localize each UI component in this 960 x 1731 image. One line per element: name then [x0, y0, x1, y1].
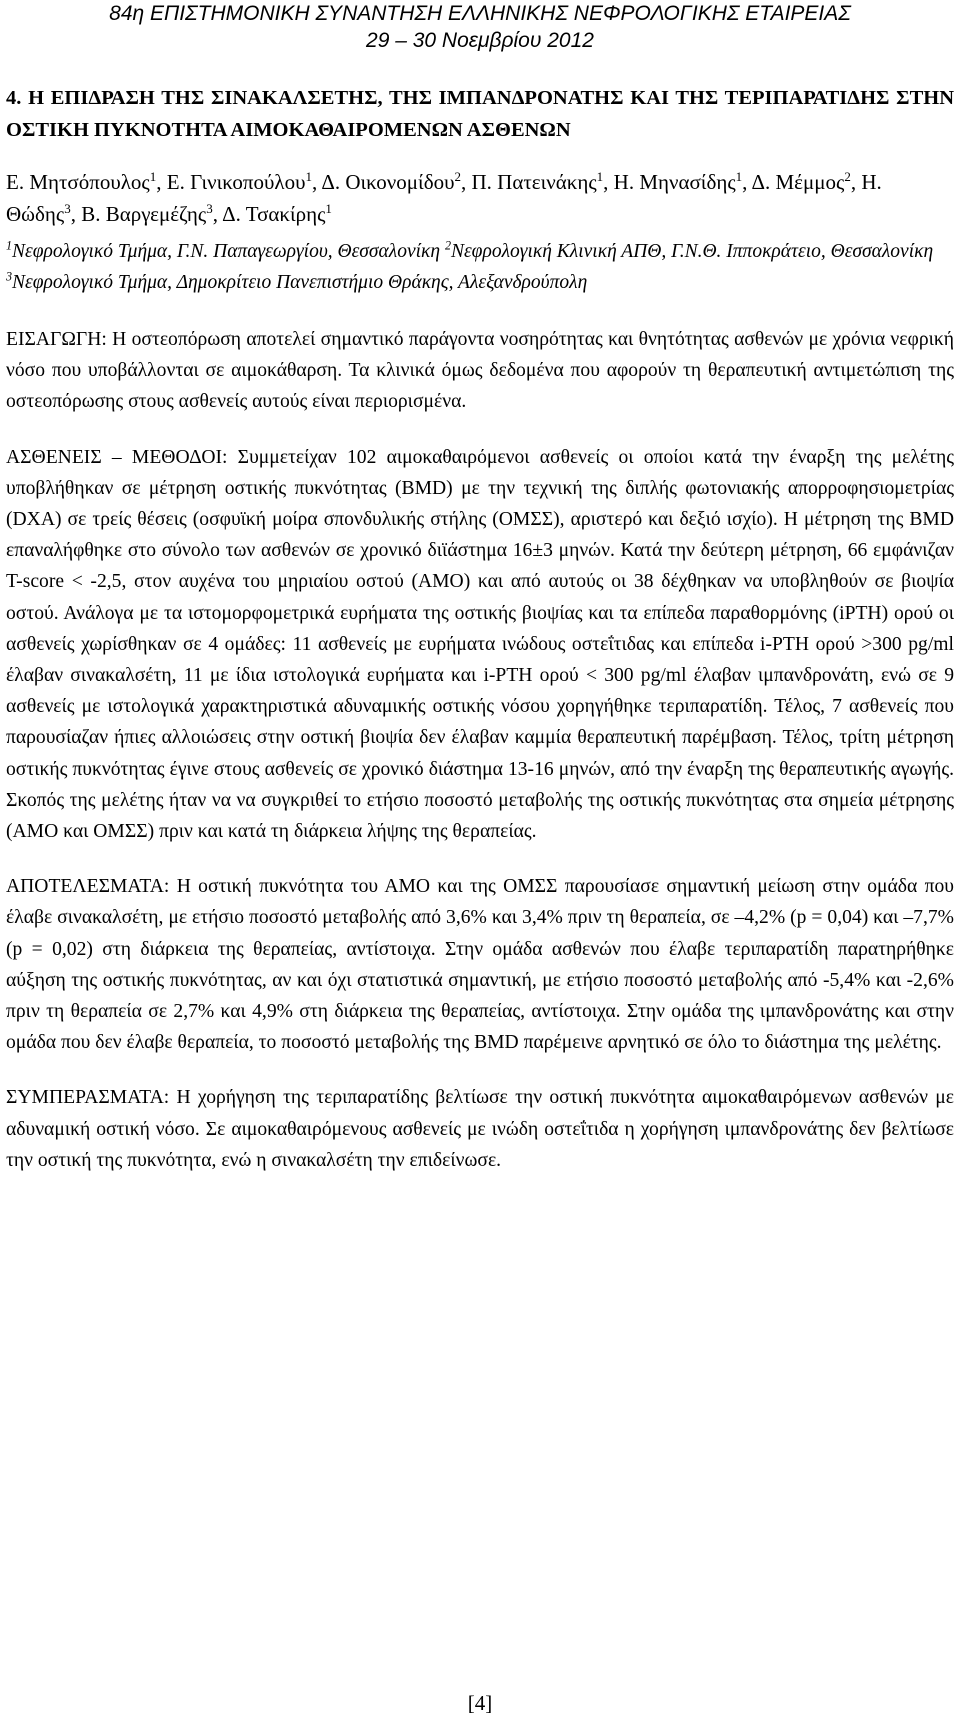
section-text: Η οστική πυκνότητα του ΑΜΟ και της ΟΜΣΣ παρουσίασε σημαντική μείωση στην ομάδα που έλαβε σινακαλσέτη, με ετήσιο ποσοστό μεταβολής από 3,6% και 3,4% πριν τη θεραπεία, σε –4,2% (p = 0,04) και –7,7% (p = 0,02) στη διάρκεια της θεραπείας, αντίστοιχα. Στην ομάδα ασθενών που έλαβε τεριπαρατίδη παρατηρήθηκε αύξηση της οστικής πυκνότητας, αν και όχι στατιστικά σημαντική, με ετήσιο ποσοστό μεταβολής από -5,4% και -2,6% πριν τη θεραπεία σε 2,7% και 4,9% στη διάρκεια της θεραπείας, αντίστοιχα. Στην ομάδα της ιμπανδρονάτης και στην ομάδα που δεν έλαβε θεραπεία, το ποσοστό μεταβολής της BMD παρέμεινε αρνητικό σε όλο το διάστημα της μελέτης.: [6, 876, 954, 1054]
section-label: ΕΙΣΑΓΩΓΗ:: [6, 329, 107, 350]
author: Η. Μηνασίδης$^1$: [613, 169, 743, 194]
section-text: Η οστεοπόρωση αποτελεί σημαντικό παράγοντα νοσηρότητας και θνητότητας ασθενών με χρόνια νεφρική νόσο που υποβάλλονται σε αιμοκάθαρση. Τα κλινικά όμως δεδομένα που αφορούν τη θεραπευτική αντιμετώπιση της οστεοπόρωσης στους ασθενείς αυτούς είναι περιορισμένα.: [6, 329, 954, 413]
section-results: [6, 871, 954, 1058]
affiliation: Νεφρολογικό Τμήμα, Γ.Ν. Παπαγεωργίου, Θεσσαλονίκη: [12, 241, 445, 262]
author: Ε. Μητσόπουλος$^1$: [6, 169, 157, 194]
author: Δ. Τσακίρης$^1$: [222, 201, 332, 226]
section-conclusions: [6, 1082, 954, 1176]
section-methods: [6, 442, 954, 848]
section-text: Συμμετείχαν 102 αιμοκαθαιρόμενοι ασθενείς οι οποίοι κατά την έναρξη της μελέτης υποβλήθηκαν σε μέτρηση οστικής πυκνότητας (BMD) με την τεχνική της διπλής φωτονιακής απορροφησιομετρίας (DXA) σε τρείς θέσεις (οσφυϊκή μοίρα σπονδυλικής στήλης (ΟΜΣΣ), αριστερό και δεξιό ισχίο). Η μέτρηση της BMD επαναλήφθηκε στο σύνολο των ασθενών σε χρονικό διϊάστημα 16±3 μηνών. Κατά την δεύτερη μέτρηση, 66 εμφάνιζαν T-score < -2,5, στον αυχένα του μηριαίου οστού (ΑΜΟ) και από αυτούς οι 38 δέχθηκαν να υποβληθούν σε βιοψία οστού. Ανάλογα με τα ιστομορφομετρικά ευρήματα της οστικής βιοψίας και τα επίπεδα παραθορμόνης (iPTH) ορού οι ασθενείς χωρίσθηκαν σε 4 ομάδες: 11 ασθενείς με ευρήματα ινώδους οστεΐτιδας και επίπεδα i-PTH ορού >300 pg/ml έλαβαν σινακαλσέτη, 11 με ίδια ιστολογικά ευρήματα και i-PTH ορού < 300 pg/ml έλαβαν ιμπανδρονάτη, ενώ σε 9 ασθενείς με ιστολογικά χαρακτηριστικά αδυναμικής οστικής νόσου χορηγήθηκε τεριπαρατίδη. Τέλος, 7 ασθενείς που παρουσίαζαν ήπιες αλλοιώσεις στην οστική βιοψία δεν έλαβαν καμμία θεραπευτική παρέμβαση. Τέλος, τρίτη μέτρηση οστικής πυκνότητας έγινε στους ασθενείς σε χρονικό διάστημα 13-16 μηνών, από την έναρξη της θεραπευτικής αγωγής. Σκοπός της μελέτης ήταν να να συγκριθεί το ετήσιο ποσοστό μεταβολής της οστικής πυκνότητας στα σημεία μέτρησης (ΑΜΟ και ΟΜΣΣ) πριν και κατά τη διάρκεια λήψης της θεραπείας.: [6, 446, 954, 843]
page-header: [0, 0, 960, 54]
section-label: ΣΥΜΠΕΡΑΣΜΑΤΑ:: [6, 1087, 170, 1109]
section-introduction: [6, 324, 954, 418]
author: Π. Πατεινάκης$^1$: [471, 169, 604, 194]
authors-list: Ε. Μητσόπουλος$^1$, Ε. Γινικοπούλου$^1$, Δ. Οικονομίδου$^2$, Π. Πατεινάκης$^1$, Η. Μηνασίδης$^1$, Δ. Μέμμος$^2$, Η. Θώδης$^3$, Β. Βαργεμέζης$^3$, Δ. Τσακίρης$^1$: [6, 169, 882, 226]
author: Δ. Μέμμος$^2$: [751, 169, 851, 194]
conference-dates: 29 – 30 Νοεμβρίου 2012: [366, 29, 594, 52]
section-label: ΑΣΘΕΝΕΙΣ – ΜΕΘΟΔΟΙ:: [6, 446, 228, 468]
abstract: [6, 82, 954, 1200]
author: Β. Βαργεμέζης$^3$: [81, 201, 213, 226]
affiliations: $^1$Νεφρολογικό Τμήμα, Γ.Ν. Παπαγεωργίου, Θεσσαλονίκη $^2$Νεφρολογική Κλινική ΑΠΘ, Γ.Ν.Θ. Ιπποκράτειο, Θεσσαλονίκη $^3$Νεφρολογικό Τμήμα, Δημοκρίτειο Πανεπιστήμιο Θράκης, Αλεξανδρούπολη: [6, 238, 934, 293]
author: Η. Θώδης$^3$: [6, 170, 882, 226]
section-text: Η χορήγηση της τεριπαρατίδης βελτίωσε την οστική πυκνότητα αιμοκαθαιρόμενων ασθενών με αδυναμική οστική νόσο. Σε αιμοκαθαιρόμενους ασθενείς με ινώδη οστεΐτιδα η χορήγηση ιμπανδρονάτης δεν βελτίωσε την οστική της πυκνότητα, ενώ η σινακαλσέτη την επιδείνωσε.: [6, 1087, 954, 1171]
conference-title: 84η ΕΠΙΣΤΗΜΟΝΙΚΗ ΣΥΝΑΝΤΗΣΗ ΕΛΛΗΝΙΚΗΣ ΝΕΦΡΟΛΟΓΙΚΗΣ ΕΤΑΙΡΕΙΑΣ: [109, 2, 851, 25]
abstract-title: 4. Η ΕΠΙΔΡΑΣΗ ΤΗΣ ΣΙΝΑΚΑΛΣΕΤΗΣ, ΤΗΣ ΙΜΠΑΝΔΡΟΝΑΤΗΣ ΚΑΙ ΤΗΣ ΤΕΡΙΠΑΡΑΤΙΔΗΣ ΣΤΗΝ ΟΣΤΙΚΗ ΠΥΚΝΟΤΗΤΑ ΑΙΜΟΚΑΘΑΙΡΟΜΕΝΩΝ ΑΣΘΕΝΩΝ: [6, 87, 954, 141]
page-number: [4]: [467, 1691, 493, 1715]
author: Δ. Οικονομίδου$^2$: [321, 169, 462, 194]
author: Ε. Γινικοπούλου$^1$: [166, 169, 313, 194]
affiliation: Νεφρολογική Κλινική ΑΠΘ, Γ.Ν.Θ. Ιπποκράτειο, Θεσσαλονίκη: [450, 241, 934, 262]
section-label: ΑΠΟΤΕΛΕΣΜΑΤΑ:: [6, 876, 170, 898]
affiliation: Νεφρολογικό Τμήμα, Δημοκρίτειο Πανεπιστήμιο Θράκης, Αλεξανδρούπολη: [12, 272, 588, 293]
